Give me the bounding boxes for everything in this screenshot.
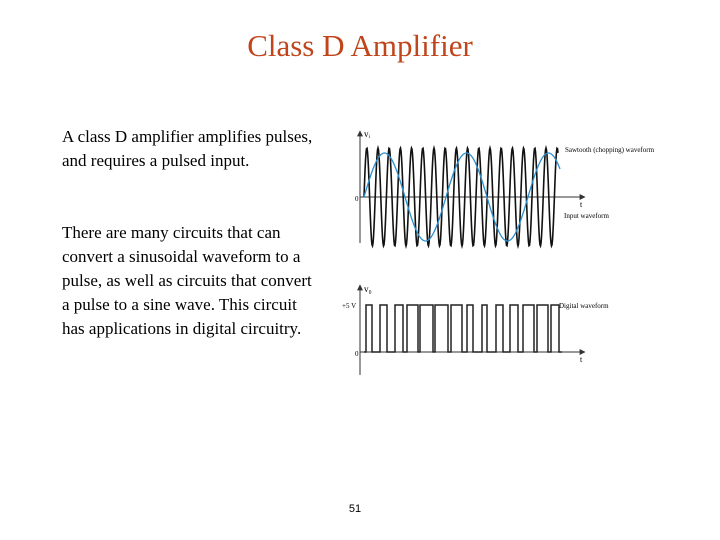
paragraph-intro: A class D amplifier amplifies pulses, and requires a pulsed input. xyxy=(62,127,313,170)
digital-waveform xyxy=(364,305,562,352)
bottom-plot xyxy=(342,284,609,375)
top-x-axis-label: t xyxy=(580,200,583,209)
slide-title: Class D Amplifier xyxy=(247,28,473,63)
paragraph-details: There are many circuits that can convert a sinusoidal waveform to a pulse, as well as circuits that convert a pulse to a sine wave. This circuit has applications in digital circuitry. xyxy=(62,223,312,338)
digital-label: Digital waveform xyxy=(559,302,609,310)
top-plot xyxy=(355,129,655,246)
bottom-x-axis-label: t xyxy=(580,355,583,364)
page-number: 51 xyxy=(348,503,362,515)
bottom-y-axis-label: v₀ xyxy=(364,284,372,294)
input-label: Input waveform xyxy=(564,212,609,220)
level-label: +5 V xyxy=(342,302,357,310)
sawtooth-label: Sawtooth (chopping) waveform xyxy=(565,146,655,154)
top-zero-label: 0 xyxy=(355,195,359,203)
bottom-zero-label: 0 xyxy=(355,350,359,358)
top-y-axis-label: vᵢ xyxy=(364,129,370,139)
waveform-diagram xyxy=(340,125,670,385)
waveform-figure xyxy=(340,125,670,390)
